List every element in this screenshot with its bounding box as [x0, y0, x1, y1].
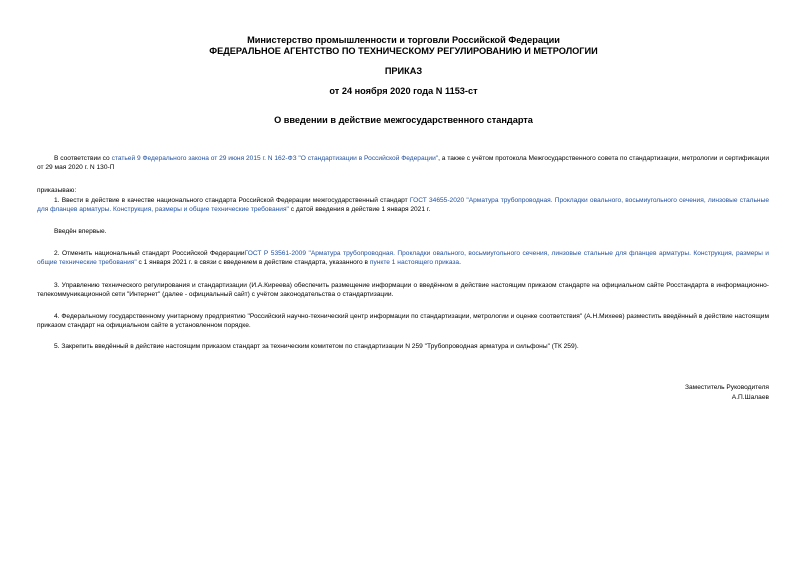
- intro-lead: В соответствии со: [54, 155, 112, 162]
- intro-paragraph: [37, 154, 769, 173]
- gost-34655-link[interactable]: ГОСТ 34655-2020 "Арматура трубопроводная. Прокладки овального, восьмиугольного сечения, линзовые стальные для фланцев арматуры. Конструкция, размеры и общие технические требования": [37, 197, 769, 214]
- ministry-name: Министерство промышленности и торговли Российской Федерации: [247, 35, 560, 45]
- signatory-position: Заместитель Руководителя: [685, 384, 769, 391]
- item-5-text: 5. Закрепить введённый в действие настоящим приказом стандарт за техническим комитетом по стандартизации N 259 "Трубопроводная арматура и сильфоны" (ТК 259).: [54, 343, 579, 350]
- item-1-reference-link[interactable]: пункте 1 настоящего приказа: [369, 259, 460, 267]
- item-4-text: 4. Федеральному государственному унитарному предприятию "Российский научно-технический центр информации по стандартизации, метрологии и оценке соответствия" (А.Н.Михеев) разместить введённый в действие настоящим приказом стандарт на официальном сайте в установленном порядке.: [37, 313, 769, 330]
- document-date-number: от 24 ноября 2020 года N 1153-ст: [329, 86, 478, 96]
- item-2-lead: 2. Отменить национальный стандарт Российской Федерации: [54, 250, 245, 257]
- gost-r-53561-link[interactable]: ГОСТ Р 53561-2009 "Арматура трубопроводная. Прокладки овального, восьмиугольного сечения, линзовые стальные для фланцев арматуры. Конструкция, размеры и общие технические требования": [37, 250, 769, 267]
- item-3-paragraph: [37, 281, 769, 300]
- item-2-end: .: [459, 259, 461, 267]
- item-5-paragraph: [37, 342, 769, 351]
- item-1-lead: 1. Ввести в действие в качестве национального стандарта Российской Федерации межгосударственный стандарт: [54, 197, 410, 204]
- item-4-paragraph: [37, 312, 769, 331]
- document-title: О введении в действие межгосударственного стандарта: [274, 115, 533, 125]
- agency-name: ФЕДЕРАЛЬНОЕ АГЕНТСТВО ПО ТЕХНИЧЕСКОМУ РЕГУЛИРОВАНИЮ И МЕТРОЛОГИИ: [209, 46, 598, 56]
- law-link[interactable]: статьей 9 Федерального закона от 29 июня 2015 г. N 162-ФЗ "О стандартизации в Российской Федерации": [111, 155, 439, 162]
- item-2-mid: с 1 января 2021 г. в связи с введением в действие стандарта, указанного в: [136, 259, 370, 267]
- item-1-rest: с датой введения в действие 1 января 2021 г.: [288, 206, 431, 214]
- first-time-note: Введён впервые.: [54, 228, 107, 235]
- document-type: ПРИКАЗ: [384, 66, 423, 76]
- item-3-text: 3. Управлению технического регулирования и стандартизации (И.А.Киреева) обеспечить размещение информации о введённом в действие настоящим приказом стандарте на официальном сайте Росстандарта в информационно-телекоммуникационной сети "Интернет" (далее - официальный сайт) с учётом законодательства о стандартизации.: [37, 282, 769, 299]
- intro-rest: , а также с учётом протокола Межгосударственного совета по стандартизации, метрологии и сертификации от 29 мая 2020 г. N 130-П: [37, 155, 770, 172]
- item-1-paragraph: [37, 196, 769, 215]
- signatory-name: А.П.Шалаев: [731, 394, 769, 401]
- order-word: приказываю:: [37, 187, 77, 194]
- item-2-paragraph: [37, 249, 769, 268]
